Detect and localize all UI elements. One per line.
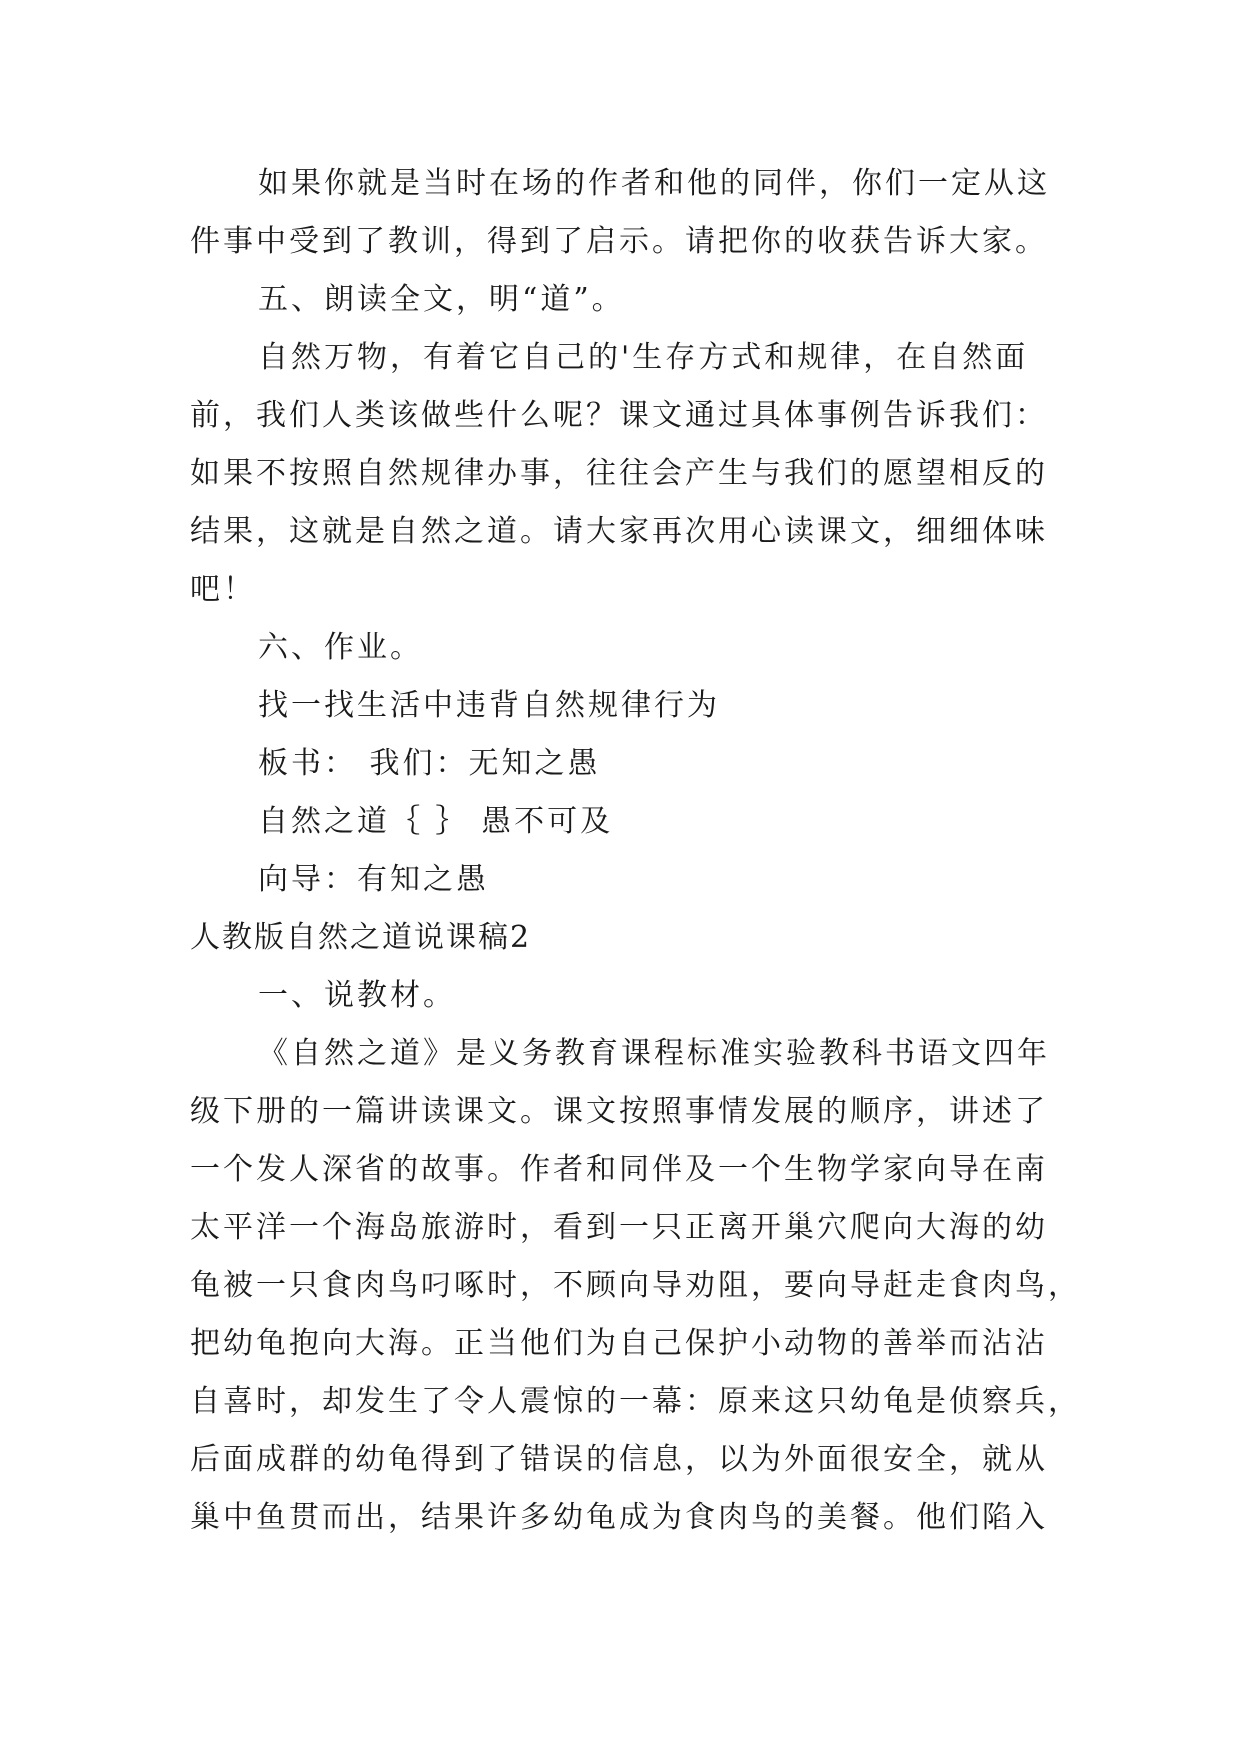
paragraph-line: 级下册的一篇讲读课文。课文按照事情发展的顺序，讲述了 bbox=[190, 1094, 1048, 1129]
paragraph-line: 把幼龟抱向大海。正当他们为自己保护小动物的善举而沾沾 bbox=[190, 1326, 1048, 1361]
paragraph-line: 件事中受到了教训，得到了启示。请把你的收获告诉大家。 bbox=[190, 224, 1048, 259]
board-note-line: 板书： 我们：无知之愚 bbox=[258, 746, 601, 781]
paragraph-line: 找一找生活中违背自然规律行为 bbox=[258, 688, 720, 723]
section-heading: 五、朗读全文，明“道”。 bbox=[258, 282, 625, 317]
board-note-line: 自然之道｛ ｝ 愚不可及 bbox=[258, 804, 614, 839]
paragraph-line: 自然万物，有着它自己的'生存方式和规律，在自然面 bbox=[258, 340, 1029, 375]
paragraph-line: 后面成群的幼龟得到了错误的信息，以为外面很安全，就从 bbox=[190, 1442, 1048, 1477]
paragraph-line: 吧！ bbox=[190, 572, 256, 607]
paragraph-line: 巢中鱼贯而出，结果许多幼龟成为食肉鸟的美餐。他们陷入 bbox=[190, 1500, 1048, 1535]
paragraph-line: 太平洋一个海岛旅游时，看到一只正离开巢穴爬向大海的幼 bbox=[190, 1210, 1048, 1245]
paragraph-line: 结果，这就是自然之道。请大家再次用心读课文，细细体味 bbox=[190, 514, 1048, 549]
section-heading: 六、作业。 bbox=[258, 630, 423, 665]
board-note-line: 向导：有知之愚 bbox=[258, 862, 489, 897]
paragraph-line: 《自然之道》是义务教育课程标准实验教科书语文四年 bbox=[258, 1036, 1050, 1071]
section-heading: 一、说教材。 bbox=[258, 978, 456, 1013]
paragraph-line: 如果你就是当时在场的作者和他的同伴，你们一定从这 bbox=[258, 166, 1050, 201]
paragraph-line: 自喜时，却发生了令人震惊的一幕：原来这只幼龟是侦察兵， bbox=[190, 1384, 1081, 1419]
paragraph-line: 如果不按照自然规律办事，往往会产生与我们的愿望相反的 bbox=[190, 456, 1048, 491]
paragraph-line: 前，我们人类该做些什么呢？课文通过具体事例告诉我们： bbox=[190, 398, 1048, 433]
paragraph-line: 一个发人深省的故事。作者和同伴及一个生物学家向导在南 bbox=[190, 1152, 1048, 1187]
document-title: 人教版自然之道说课稿2 bbox=[190, 920, 532, 955]
paragraph-line: 龟被一只食肉鸟叼啄时，不顾向导劝阻，要向导赶走食肉鸟， bbox=[190, 1268, 1081, 1303]
